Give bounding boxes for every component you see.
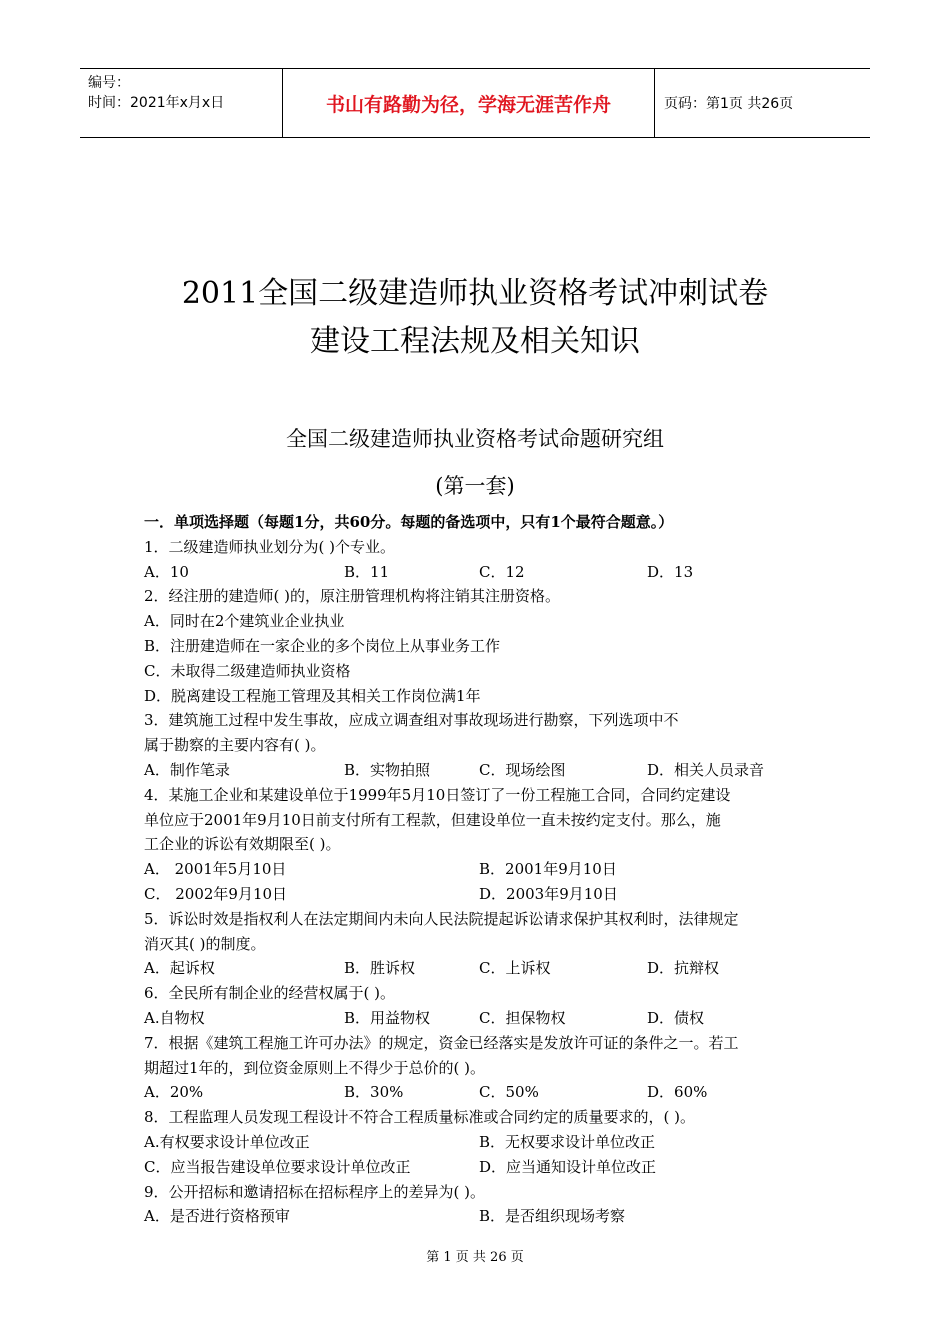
q7-option-d: D．60% xyxy=(647,1083,708,1102)
q1-option-d: D．13 xyxy=(647,562,694,581)
q1-stem: 1．二级建造师执业划分为( )个专业。 xyxy=(144,537,396,556)
q2-stem: 2．经注册的建造师( )的，原注册管理机构将注销其注册资格。 xyxy=(144,587,561,606)
q6-option-a: A.自物权 xyxy=(144,1008,205,1027)
q7-options xyxy=(144,1080,824,1105)
q8-option-c: C．应当报告建设单位要求设计单位改正 xyxy=(144,1157,411,1176)
q9-stem: 9．公开招标和邀请招标在招标程序上的差异为( )。 xyxy=(144,1182,486,1201)
q3-option-c: C．现场绘图 xyxy=(479,760,566,779)
q5-option-c: C．上诉权 xyxy=(479,959,551,978)
subtitle-set: (第一套) xyxy=(435,474,515,498)
q7-option-a: A．20% xyxy=(144,1083,204,1102)
q7-option-b: B．30% xyxy=(344,1083,404,1102)
header-page-info: 页码：第1页 共26页 xyxy=(664,96,794,112)
q8-options-ab xyxy=(144,1130,824,1155)
q6-options xyxy=(144,1006,824,1031)
q8-option-a: A.有权要求设计单位改正 xyxy=(144,1132,310,1151)
q6-option-c: C．担保物权 xyxy=(479,1008,566,1027)
q1-option-b: B．11 xyxy=(344,562,390,581)
q4-options-ab xyxy=(144,857,824,882)
q3-stem-2: 属于勘察的主要内容有( )。 xyxy=(144,736,326,755)
q4-option-c: C． 2002年9月10日 xyxy=(144,884,288,903)
q5-option-d: D．抗辩权 xyxy=(647,959,720,978)
q1-option-c: C．12 xyxy=(479,562,525,581)
q7-option-c: C．50% xyxy=(479,1083,539,1102)
q3-option-b: B．实物拍照 xyxy=(344,760,431,779)
q3-option-a: A．制作笔录 xyxy=(144,760,230,779)
q4-stem-3: 工企业的诉讼有效期限至( )。 xyxy=(144,835,341,854)
subtitle-org: 全国二级建造师执业资格考试命题研究组 xyxy=(286,427,664,451)
q8-options-cd xyxy=(144,1155,824,1180)
q6-option-b: B．用益物权 xyxy=(344,1008,431,1027)
q9-options-ab xyxy=(144,1204,824,1229)
header-meta xyxy=(80,69,282,137)
title-line-1: 2011全国二级建造师执业资格考试冲刺试卷 xyxy=(181,276,769,311)
title-line-2: 建设工程法规及相关知识 xyxy=(310,324,640,359)
header-table xyxy=(80,68,870,138)
q5-option-b: B．胜诉权 xyxy=(344,959,416,978)
q2-option-a: A．同时在2个建筑业企业执业 xyxy=(144,612,345,631)
header-motto: 书山有路勤为径，学海无涯苦作舟 xyxy=(282,69,655,137)
q3-option-d: D．相关人员录音 xyxy=(647,760,765,779)
q4-stem-2: 单位应于2001年9月10日前支付所有工程款，但建设单位一直未按约定支付。那么，施 xyxy=(144,810,721,829)
q4-option-b: B．2001年9月10日 xyxy=(479,860,617,879)
q8-stem: 8．工程监理人员发现工程设计不符合工程质量标准或合同约定的质量要求的，( )。 xyxy=(144,1108,696,1127)
page-footer: 第 1 页 共 26 页 xyxy=(426,1250,524,1265)
q7-stem-1: 7．根据《建筑工程施工许可办法》的规定，资金已经落实是发放许可证的条件之一。若工 xyxy=(144,1033,739,1052)
q2-option-c: C．未取得二级建造师执业资格 xyxy=(144,661,351,680)
q8-option-b: B．无权要求设计单位改正 xyxy=(479,1132,656,1151)
q1-options xyxy=(144,560,824,585)
q3-stem-1: 3．建筑施工过程中发生事故，应成立调查组对事故现场进行勘察，下列选项中不 xyxy=(144,711,679,730)
q5-stem-2: 消灭其( )的制度。 xyxy=(144,934,266,953)
q4-option-d: D．2003年9月10日 xyxy=(479,884,618,903)
q9-option-a: A．是否进行资格预审 xyxy=(144,1207,290,1226)
q9-option-b: B．是否组织现场考察 xyxy=(479,1207,626,1226)
q4-options-cd xyxy=(144,882,824,907)
q6-stem: 6．全民所有制企业的经营权属于( )。 xyxy=(144,984,396,1003)
q7-stem-2: 期超过1年的，到位资金原则上不得少于总价的( )。 xyxy=(144,1058,486,1077)
q3-options xyxy=(144,758,824,783)
q4-stem-1: 4．某施工企业和某建设单位于1999年5月10日签订了一份工程施工合同，合同约定建设 xyxy=(144,785,731,804)
q5-option-a: A．起诉权 xyxy=(144,959,215,978)
q2-option-b: B．注册建造师在一家企业的多个岗位上从事业务工作 xyxy=(144,636,501,655)
q2-option-d: D．脱离建设工程施工管理及其相关工作岗位满1年 xyxy=(144,686,481,705)
exam-body xyxy=(144,510,824,1229)
q5-stem-1: 5．诉讼时效是指权利人在法定期间内未向人民法院提起诉讼请求保护其权利时，法律规定 xyxy=(144,909,739,928)
number-label: 编号： xyxy=(88,75,130,91)
q1-option-a: A．10 xyxy=(144,562,189,581)
q5-options xyxy=(144,956,824,981)
time-label: 时间：2021年x月x日 xyxy=(88,95,225,111)
q8-option-d: D．应当通知设计单位改正 xyxy=(479,1157,657,1176)
q4-option-a: A． 2001年5月10日 xyxy=(144,860,287,879)
q6-option-d: D．债权 xyxy=(647,1008,705,1027)
section-heading: 一．单项选择题（每题1分，共60分。每题的备选项中，只有1个最符合题意。） xyxy=(144,513,674,531)
